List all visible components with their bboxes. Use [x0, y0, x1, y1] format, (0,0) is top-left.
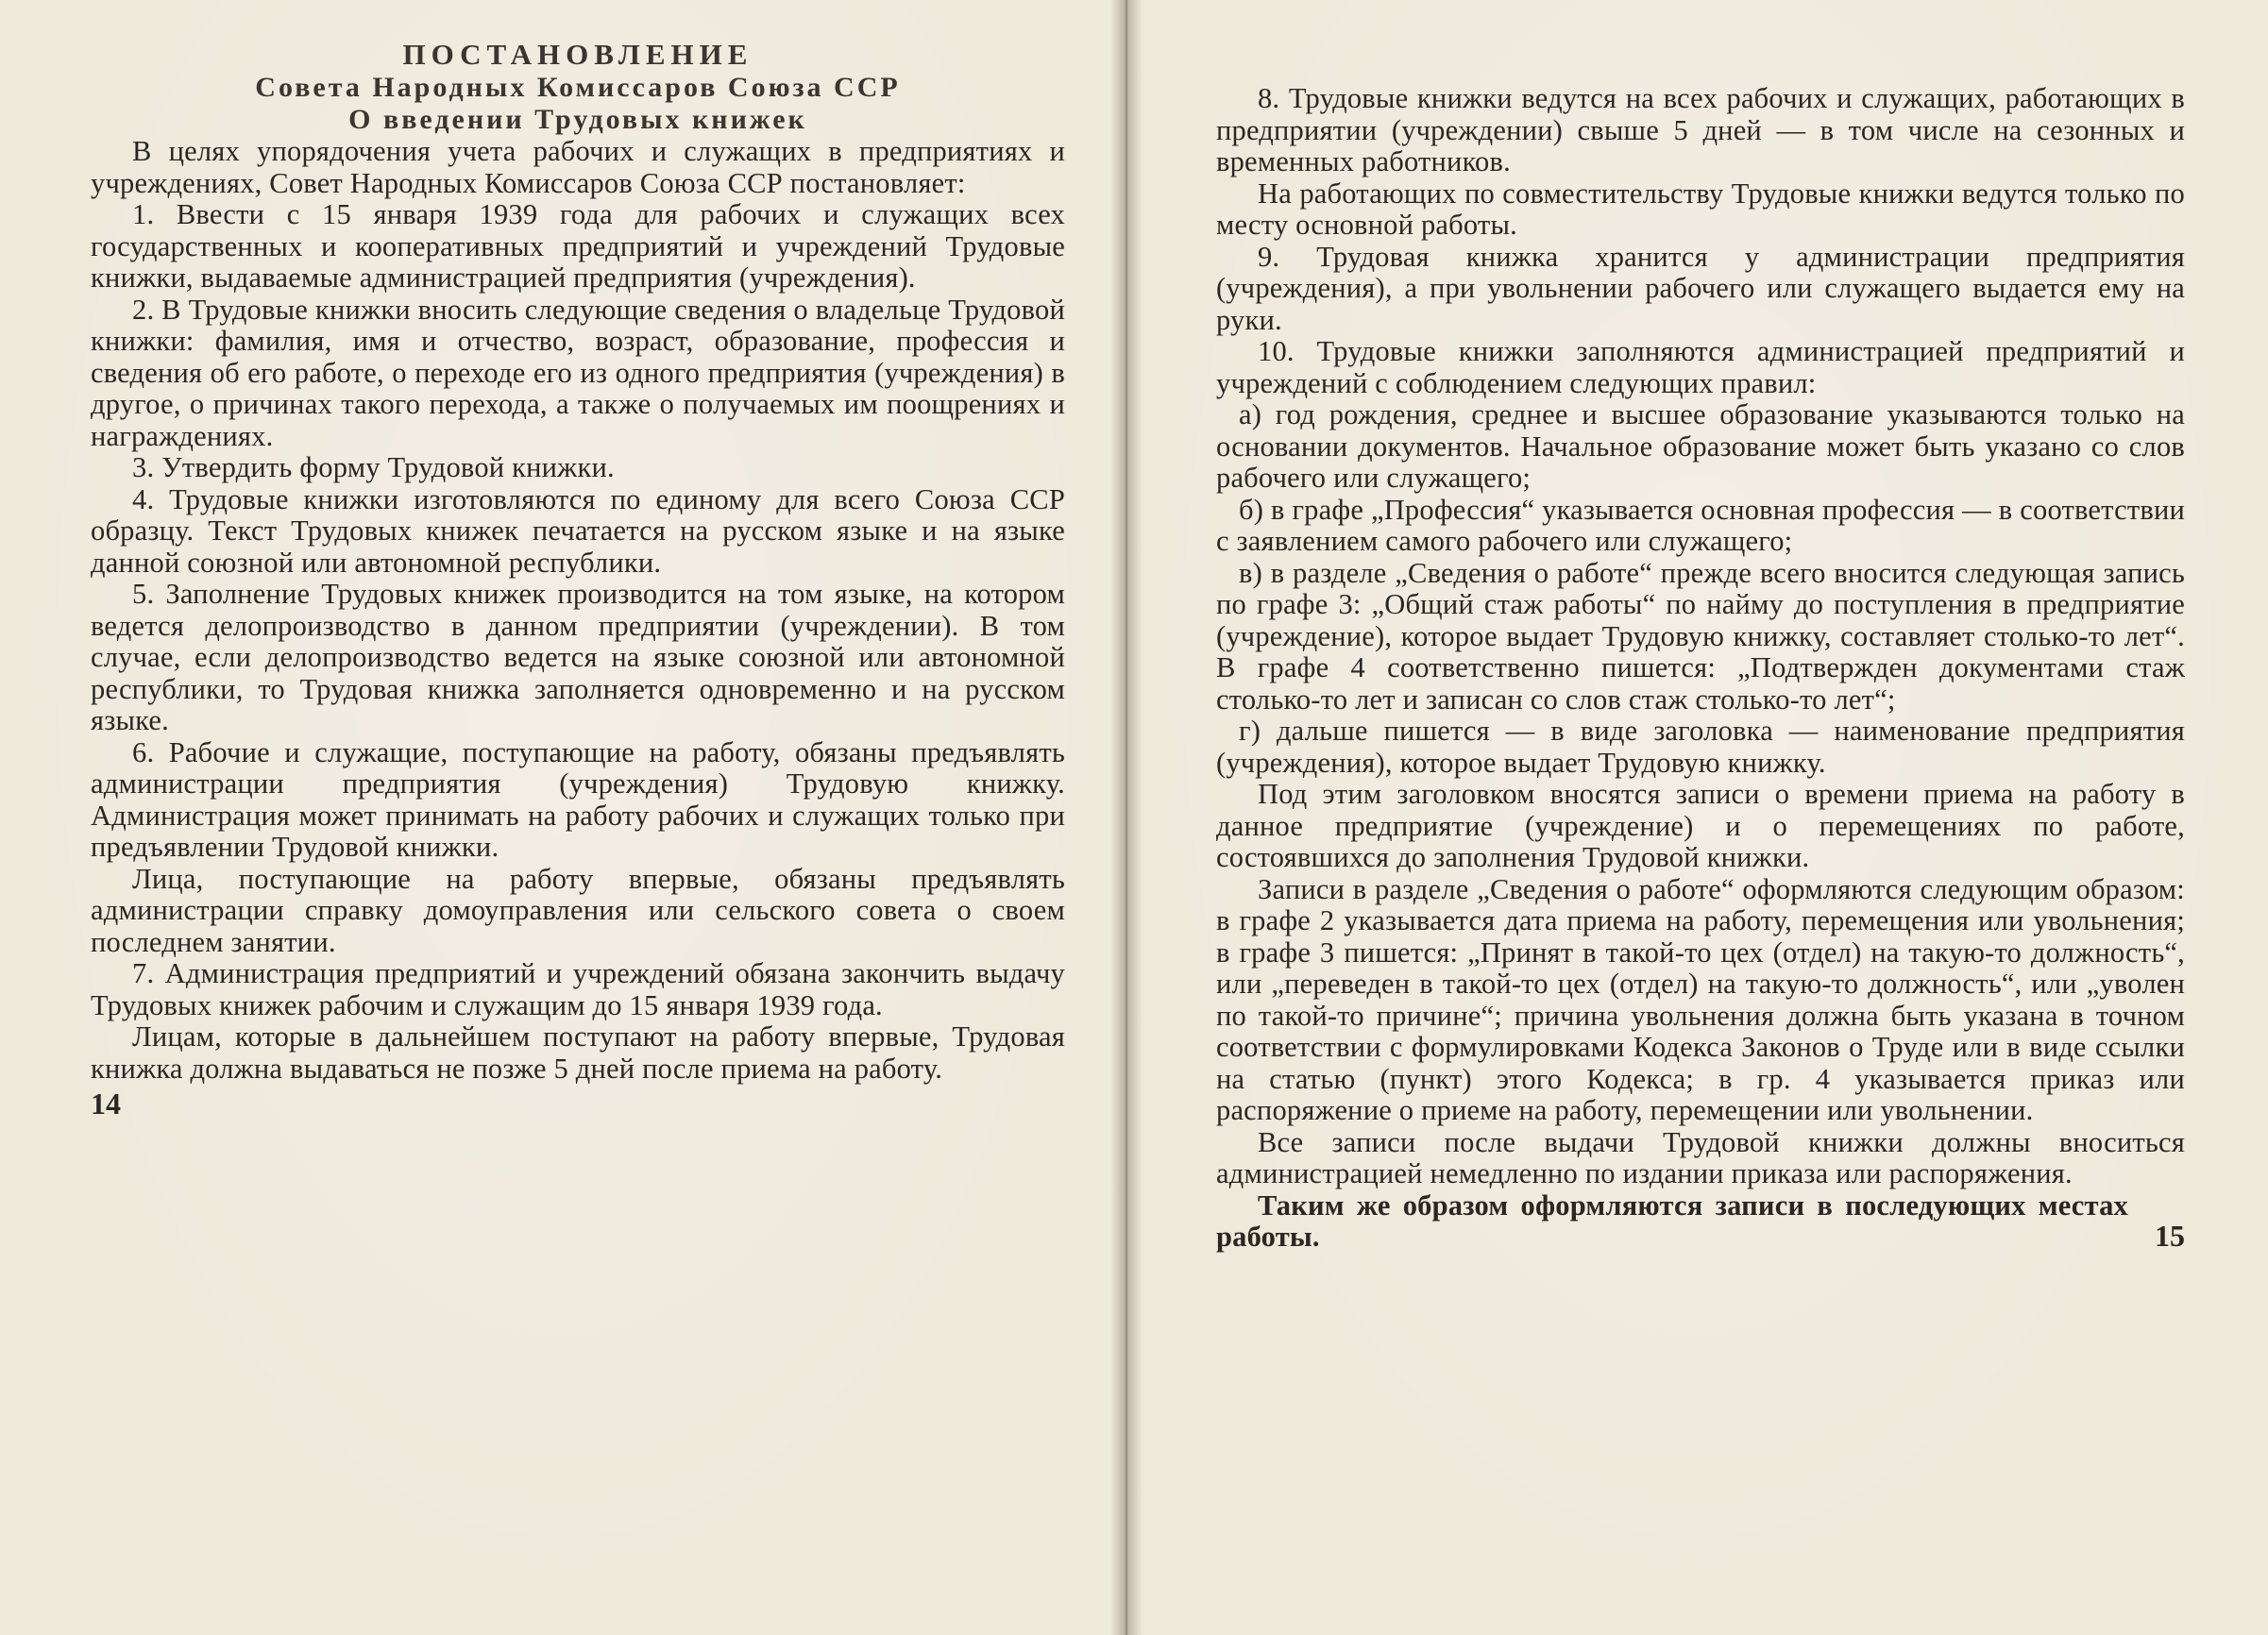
decree-title: ПОСТАНОВЛЕНИЕ: [402, 38, 753, 71]
paragraph-bold: Таким же образом оформляются записи в последующих местах работы.: [1216, 1188, 2128, 1253]
paragraph: б) в графе „Профессия“ указывается основная профессия — в соответствии с заявлением самого рабочего или служащего;: [1216, 493, 2185, 557]
decree-heading: [91, 38, 1065, 136]
paragraph: 3. Утвердить форму Трудовой книжки.: [132, 451, 615, 483]
paragraph: 9. Трудовая книжка хранится у администрации предприятия (учреждения), а при увольнении рабочего или служащего выдается ему на руки.: [1216, 240, 2185, 336]
right-page-text: [1216, 83, 2185, 1254]
paragraph: Под этим заголовком вносятся записи о времени приема на работу в данное предприятие (учреждение) и о перемещениях по работе, состоявшихся до заполнения Трудовой книжки.: [1216, 778, 2185, 873]
paragraph: г) дальше пишется — в виде заголовка — наименование предприятия (учреждения), которое выдает Трудовую книжку.: [1216, 715, 2185, 779]
paragraph: 10. Трудовые книжки заполняются администрацией предприятий и учреждений с соблюдением следующих правил:: [1216, 335, 2185, 399]
paragraph: 2. В Трудовые книжки вносить следующие сведения о владельце Трудовой книжки: фамилия, имя и отчество, возраст, образование, профессия и сведения об его работе, о переходе его из одного предприятия (учреждения) в другое, о причинах такого перехода, а также о получаемых им поощрениях и награждениях.: [91, 293, 1065, 452]
page-number-right: 15: [2155, 1218, 2185, 1253]
paragraph: 6. Рабочие и служащие, поступающие на работу, обязаны предъявлять администрации предприятия (учреждения) Трудовую книжку. Администрация может принимать на работу рабочих и служащих только при предъявлении Трудовой книжки.: [91, 735, 1065, 863]
paragraph: 7. Администрация предприятий и учреждений обязана закончить выдачу Трудовых книжек рабочим и служащим до 15 января 1939 года.: [91, 957, 1065, 1021]
paragraph: Лицам, которые в дальнейшем поступают на работу впервые, Трудовая книжка должна выдаваться не позже 5 дней после приема на работу.: [91, 1020, 1065, 1085]
last-paragraph-row: [1216, 1190, 2185, 1254]
page-number-left: 14: [91, 1087, 121, 1121]
paragraph: 1. Ввести с 15 января 1939 года для рабочих и служащих всех государственных и кооперативных предприятий и учреждений Трудовые книжки, выдаваемые администрацией предприятия (учреждения).: [91, 198, 1065, 294]
paragraph: На работающих по совместительству Трудовые книжки ведутся только по месту основной работы.: [1216, 177, 2185, 241]
paragraph: 5. Заполнение Трудовых книжек производится на том языке, на котором ведется делопроизводство в данном предприятии (учреждении). В том случае, если делопроизводство ведется на языке союзной или автономной республики, то Трудовая книжка заполняется одновременно и на русском языке.: [91, 578, 1065, 736]
left-page-text: [91, 136, 1065, 1085]
book-gutter: [1110, 0, 1142, 1635]
paragraph: в) в разделе „Сведения о работе“ прежде всего вносится следующая запись по графе 3: „Общий стаж работы“ по найму до поступления в предприятие (учреждение), которое выдает Трудовую книжку, составляет столько-то лет“. В графе 4 соответственно пишется: „Подтвержден документами стаж столько-то лет и записан со слов стаж столько-то лет“;: [1216, 556, 2185, 716]
paragraph: а) год рождения, среднее и высшее образование указываются только на основании документов. Начальное образование может быть указано со слов рабочего или служащего;: [1216, 398, 2185, 494]
paragraph: 4. Трудовые книжки изготовляются по единому для всего Союза ССР образцу. Текст Трудовых книжек печатается на русском языке и на языке данной союзной или автономной республики.: [91, 482, 1065, 579]
decree-subtitle: Совета Народных Комиссаров Союза ССР: [255, 72, 901, 103]
left-page: [0, 0, 1126, 1635]
paragraph: 8. Трудовые книжки ведутся на всех рабочих и служащих, работающих в предприятии (учреждении) свыше 5 дней — в том числе на сезонных и временных работников.: [1216, 82, 2185, 177]
paragraph: Записи в разделе „Сведения о работе“ оформляются следующим образом: в графе 2 указывается дата приема на работу, перемещения или увольнения; в графе 3 пишется: „Принят в такой-то цех (отдел) на такую-то должность“, или „переведен в такой-то цех (отдел) на такую-то должность“, или „уволен по такой-то причине“; причина увольнения должна быть указана в точном соответствии с формулировками Кодекса Законов о Труде или в виде ссылки на статью (пункт) этого Кодекса; в гр. 4 указывается приказ или распоряжение о приеме на работу, перемещении или увольнении.: [1216, 872, 2185, 1126]
paragraph: В целях упорядочения учета рабочих и служащих в предприятиях и учреждениях, Совет Народных Комиссаров Союза ССР постановляет:: [91, 135, 1065, 199]
paragraph: Все записи после выдачи Трудовой книжки должны вноситься администрацией немедленно по издании приказа или распоряжения.: [1216, 1125, 2185, 1189]
decree-subject: О введении Трудовых книжек: [348, 104, 807, 135]
paragraph: Лица, поступающие на работу впервые, обязаны предъявлять администрации справку домоуправления или сельского совета о своем последнем занятии.: [91, 862, 1065, 958]
right-page: [1126, 0, 2268, 1635]
